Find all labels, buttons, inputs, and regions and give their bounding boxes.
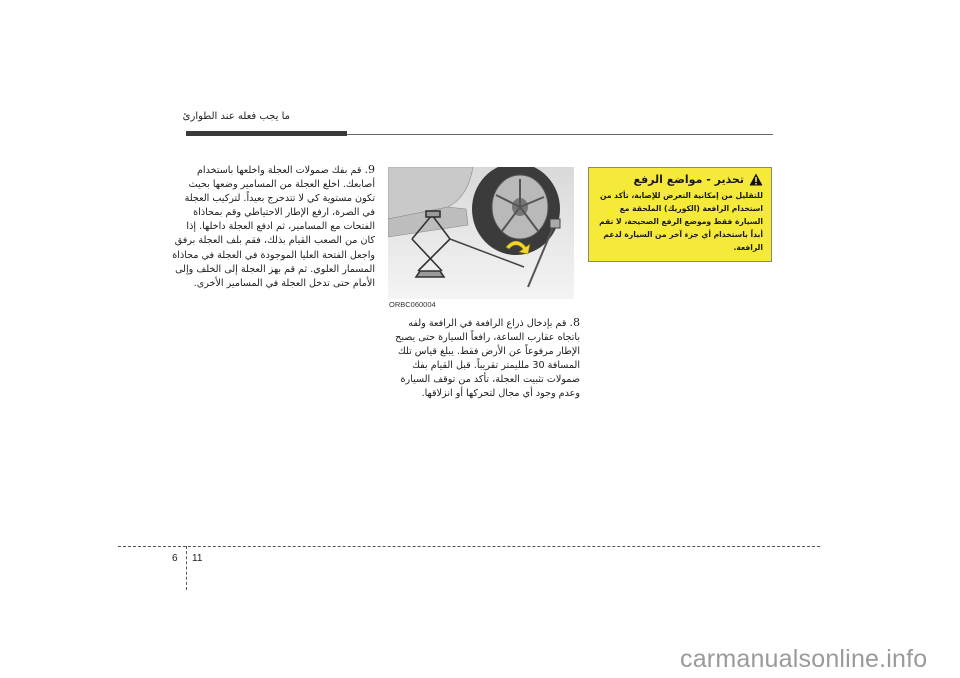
jack-illustration-svg	[388, 167, 574, 299]
page-number: 11	[192, 553, 203, 564]
step-9	[170, 163, 375, 291]
header-rule	[347, 134, 773, 135]
watermark: carmanualsonline.info	[680, 645, 928, 673]
footer-vertical-divider	[186, 546, 187, 590]
chapter-number: 6	[172, 553, 178, 564]
step-text: قم بإدخال ذراع الرافعة في الرافعة ولفه باتجاه عقارب الساعة، رافعاً السيارة حتى يصبح الإطار مرفوعاً عن الأرض فقط. يبلغ قياس تلك المسافة 30 ملليمتر تقريباً. قبل القيام بفك صمولات تثبيت العجلة، تأكد من توقف السيارة وعدم وجود أي مجال لتحركها أو انزلاقها.	[395, 318, 580, 400]
footer-divider	[118, 546, 820, 547]
section-title: ما يجب فعله عند الطوارئ	[182, 111, 290, 122]
warning-triangle-icon	[749, 173, 763, 186]
step-number: 8.	[569, 316, 580, 329]
jack-illustration	[388, 167, 574, 299]
step-text: قم بفك صمولات العجلة واخلعها باستخدام أصابعك. اخلع العجلة من المسامير وضعها بحيث تكون مستوية كي لا تتدحرج بعيداً. لتركيب العجلة في الصرة، ارفع الإطار الاحتياطي وقم بمحاذاة الفتحات مع المسامير، ثم ادفع العجلة داخلها. إذا كان من الصعب القيام بذلك، فقم بلف العجلة برفق واجعل الفتحة العليا الموجودة في العجلة في محاذاة المسمار العلوي. ثم قم بهز العجلة إلى الخلف وإلى الأمام حتى تدخل العجلة في المسامير الأخرى.	[172, 165, 375, 289]
warning-heading	[597, 173, 763, 186]
step-8	[384, 316, 580, 402]
step-number: 9.	[364, 163, 375, 176]
warning-title: تحذير - مواضع الرفع	[633, 173, 744, 186]
warning-body: للتقليل من إمكانية التعرض للإصابة، تأكد من استخدام الرافعة (الكوريك) الملحقة مع السيارة فقط وموضع الرفع الصحيحة، لا تقم أبداً باستخدام أي جزء آخر من السيارة لدعم الرافعة.	[599, 191, 763, 252]
warning-box	[588, 167, 772, 262]
header-bar	[186, 131, 347, 136]
figure-caption: ORBC060004	[389, 300, 436, 309]
